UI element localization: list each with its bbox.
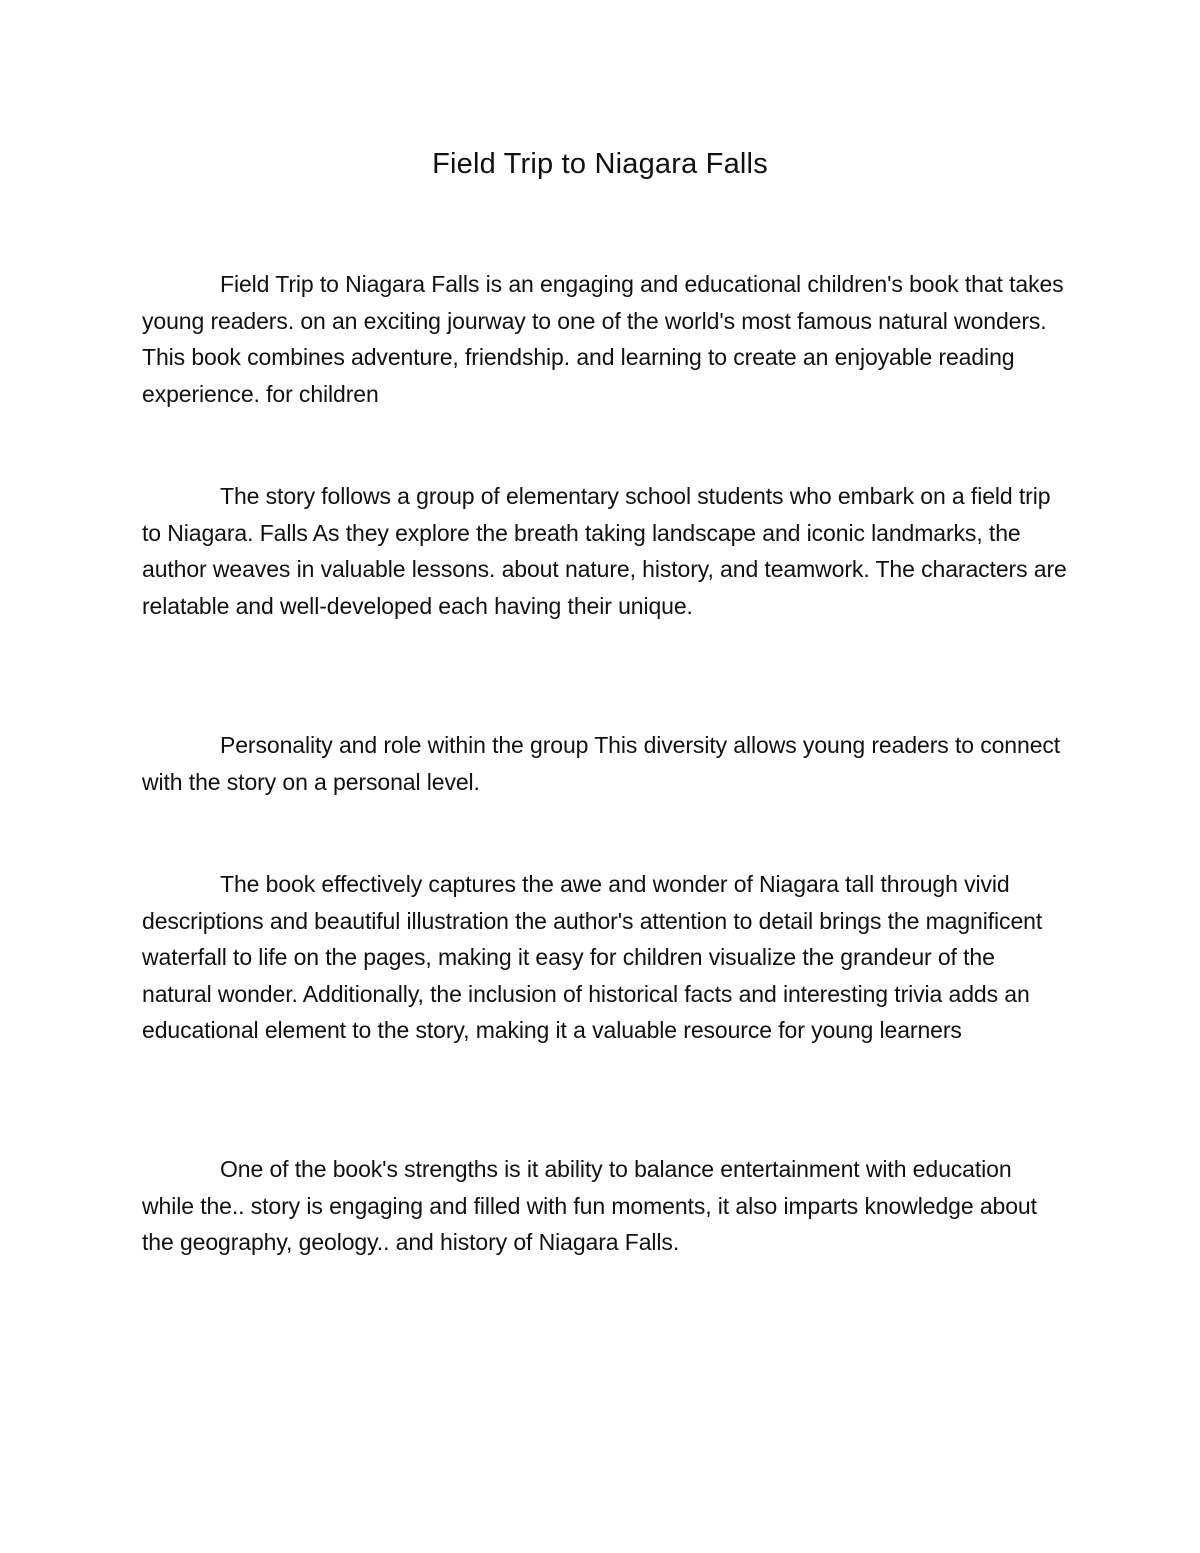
- paragraph-personality: Personality and role within the group This diversity allows young readers to connect with the story on a personal level.: [142, 732, 1061, 795]
- paragraph-description: The book effectively captures the awe and wonder of Niagara tall through vivid descriptions and beautiful illustration the author's attention to detail brings the magnificent waterfall to life on the pages, making it easy for children visualize the grandeur of the natural wonder. Additionally, the inclusion of historical facts and interesting trivia adds an educational element to the story, making it a valuable resource for young learners: [142, 871, 1043, 1043]
- document-title: Field Trip to Niagara Falls: [432, 148, 768, 180]
- paragraph-story: The story follows a group of elementary school students who embark on a field trip to Niagara. Falls As they explore the breath taking landscape and iconic landmarks, the author weaves in valuable lessons. about nature, history, and teamwork. The characters are relatable and well-developed each having their unique.: [142, 483, 1067, 619]
- paragraph-introduction: Field Trip to Niagara Falls is an engaging and educational children's book that takes young readers. on an exciting jourway to one of the world's most famous natural wonders. This book combines adventure, friendship. and learning to create an enjoyable reading experience. for children: [142, 271, 1064, 407]
- paragraph-strengths: One of the book's strengths is it ability to balance entertainment with education while the.. story is engaging and filled with fun moments, it also imparts knowledge about the geography, geology.. and history of Niagara Falls.: [142, 1156, 1037, 1255]
